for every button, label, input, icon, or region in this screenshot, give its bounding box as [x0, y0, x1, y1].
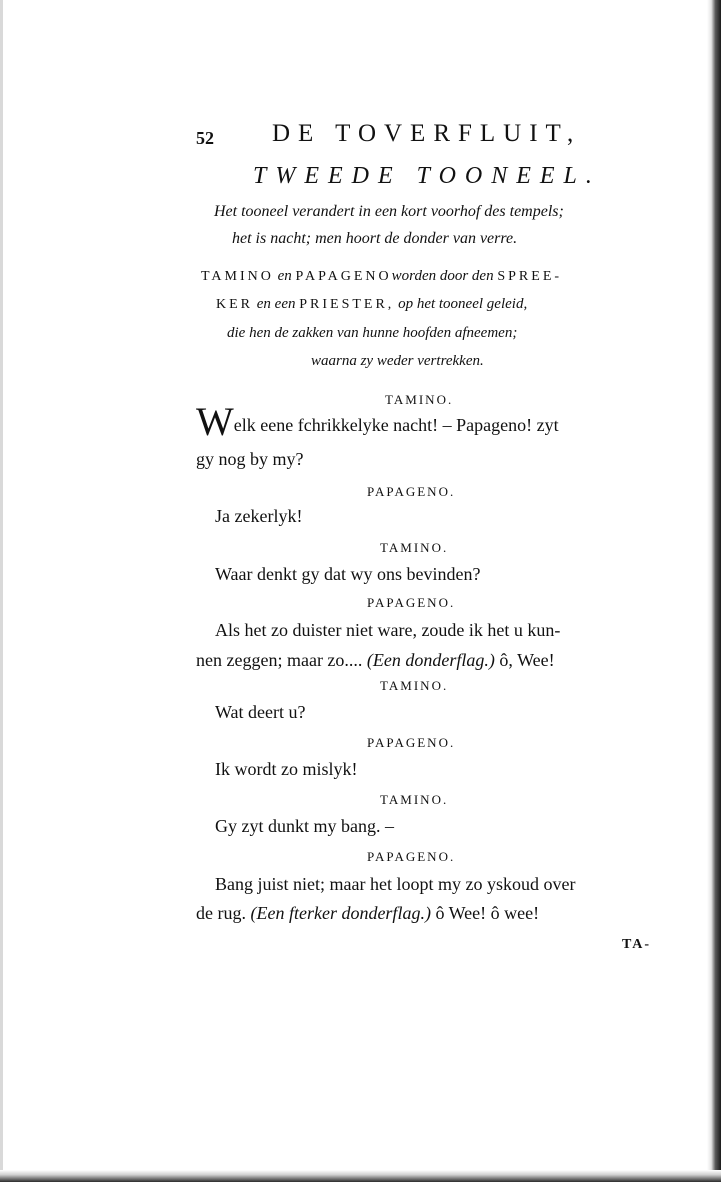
page-number: 52: [196, 128, 214, 148]
stage-direction: (Een donderflag.): [366, 650, 495, 670]
running-title: DE TOVERFLUIT,: [272, 120, 582, 147]
entry-text: op het tooneel geleid,: [398, 296, 528, 312]
speaker-label: PAPAGENO.: [367, 484, 456, 499]
dialogue-line: Ja zekerlyk!: [215, 506, 303, 526]
entry-text: en een: [256, 296, 296, 312]
drop-cap: W: [196, 399, 234, 444]
dialogue-line: Bang juist niet; maar het loopt my zo yskoud over: [215, 874, 576, 894]
scene-title: TWEEDE TOONEEL.: [253, 163, 601, 189]
dialogue-text: ô, Wee!: [499, 650, 555, 670]
stage-direction-line-2: het is nacht; men hoort de donder van verre.: [232, 230, 518, 247]
character-name: PRIESTER,: [299, 297, 395, 312]
stage-direction-line-1: Het tooneel verandert in een kort voorhof des tempels;: [214, 203, 564, 220]
dialogue-line: [196, 903, 539, 924]
speaker-label: PAPAGENO.: [367, 849, 456, 864]
dialogue-text: nen zeggen; maar zo....: [196, 650, 363, 670]
speaker-label: PAPAGENO.: [367, 595, 456, 610]
dialogue-text: de rug.: [196, 903, 246, 923]
character-name: PAPAGENO: [295, 269, 392, 284]
stage-direction: (Een fterker donderflag.): [250, 903, 431, 923]
speaker-label: TAMINO.: [380, 792, 449, 807]
dialogue-line: [196, 650, 555, 671]
catchword: TA-: [622, 937, 652, 952]
entry-text: en: [277, 268, 292, 284]
dialogue-line: Wat deert u?: [215, 702, 306, 722]
dialogue-line: Gy zyt dunkt my bang. –: [215, 816, 394, 836]
dialogue-line: gy nog by my?: [196, 449, 304, 469]
speaker-label: TAMINO.: [380, 540, 449, 555]
page-edge-bottom: [0, 1170, 721, 1182]
speaker-label: TAMINO.: [385, 392, 454, 407]
entry-direction-line-3: die hen de zakken van hunne hoofden afneemen;: [227, 325, 518, 341]
dialogue-line: Als het zo duister niet ware, zoude ik het u kun-: [215, 620, 561, 640]
character-name: KER: [216, 297, 253, 312]
entry-direction-line-1: [201, 268, 562, 285]
character-name: SPREE-: [497, 269, 563, 284]
dialogue-text: ô Wee! ô wee!: [435, 903, 540, 923]
speaker-label: TAMINO.: [380, 678, 449, 693]
speaker-label: PAPAGENO.: [367, 735, 456, 750]
entry-text: worden door den: [391, 268, 494, 284]
dialogue-line: Ik wordt zo mislyk!: [215, 759, 358, 779]
dialogue-line: Waar denkt gy dat wy ons bevinden?: [215, 564, 481, 584]
dialogue-text: elk eene fchrikkelyke nacht! – Papageno! zyt: [233, 415, 559, 435]
entry-direction-line-4: waarna zy weder vertrekken.: [311, 353, 484, 369]
character-name: TAMINO: [201, 269, 274, 284]
page-edge-right: [707, 0, 721, 1182]
page-edge-left: [0, 0, 3, 1182]
entry-direction-line-2: [216, 296, 527, 313]
